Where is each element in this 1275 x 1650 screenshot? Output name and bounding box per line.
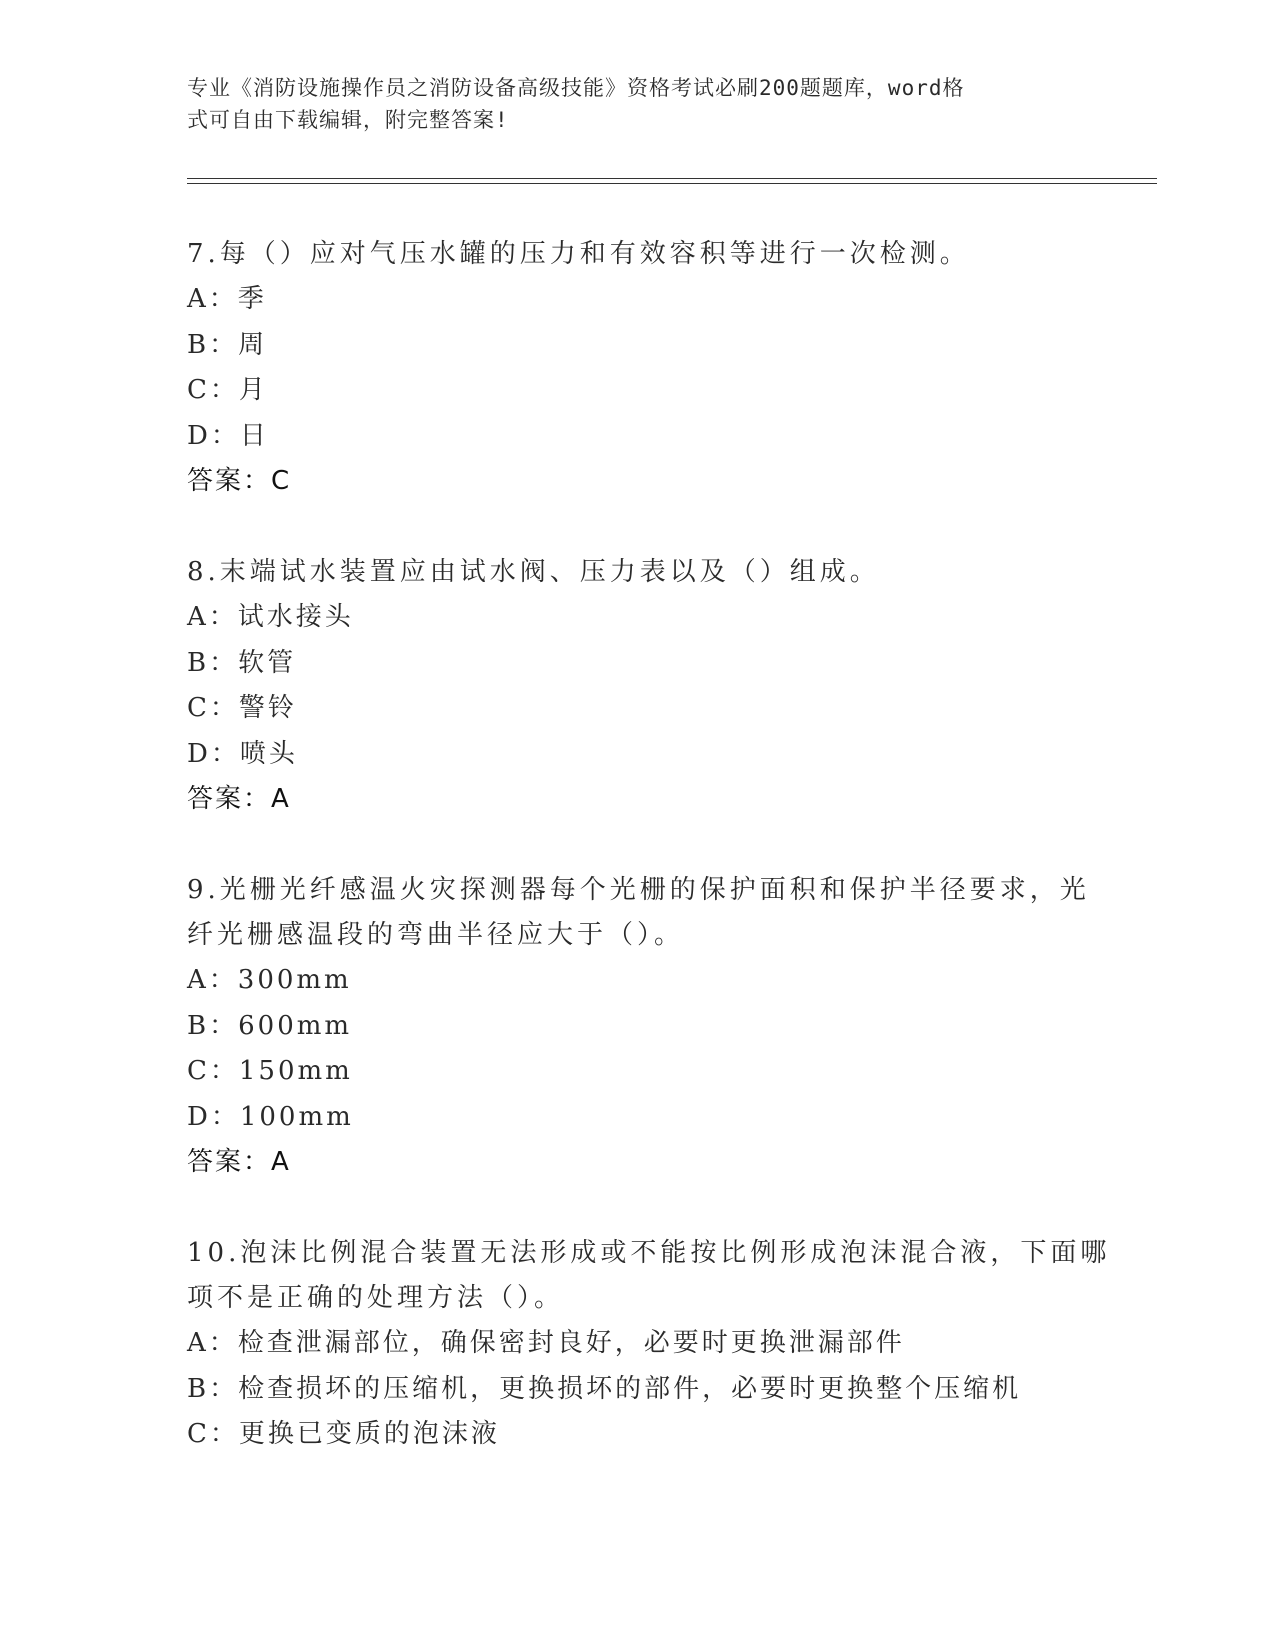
option-c: C：150mm: [187, 1056, 353, 1086]
option-a: A：300mm: [187, 965, 352, 995]
option-b: B：周: [187, 329, 268, 360]
answer-line: 答案：A: [187, 784, 291, 814]
option-a: A：检查泄漏部位，确保密封良好，必要时更换泄漏部件: [187, 1328, 905, 1358]
question-item: [187, 868, 1090, 1185]
question-text-line-2: 纤光栅感温段的弯曲半径应大于（）。: [187, 920, 685, 950]
option-d: D：日: [187, 420, 269, 451]
option-d: D：100mm: [187, 1101, 354, 1132]
option-b: B：600mm: [187, 1010, 353, 1041]
option-c: C：月: [187, 375, 268, 405]
option-d: D：喷头: [187, 738, 298, 769]
answer-line: 答案：A: [187, 1147, 291, 1177]
option-b: B：软管: [187, 647, 297, 678]
option-c: C：更换已变质的泡沫液: [187, 1419, 500, 1449]
question-text-line-2: 项不是正确的处理方法（）。: [187, 1283, 565, 1313]
question-item: [187, 550, 1087, 822]
question-text-line-1: 10.泡沫比例混合装置无法形成或不能按比例形成泡沫混合液，下面哪: [187, 1238, 1111, 1268]
question-item: [187, 1231, 1111, 1458]
question-list: [187, 232, 1111, 1504]
option-a: A：试水接头: [187, 602, 354, 632]
question-text-line-1: 9.光栅光纤感温火灾探测器每个光栅的保护面积和保护半径要求，光: [187, 875, 1090, 905]
question-text: 7.每（）应对气压水罐的压力和有效容积等进行一次检测。: [187, 239, 970, 269]
option-c: C：警铃: [187, 693, 297, 723]
header-line-2: 式可自由下载编辑，附完整答案!: [187, 108, 509, 132]
answer-line: 答案：C: [187, 466, 292, 496]
document-header: [187, 72, 1077, 136]
question-item: [187, 232, 1087, 504]
header-divider-bottom: [187, 183, 1157, 184]
question-text: 8.末端试水装置应由试水阀、压力表以及（）组成。: [187, 557, 880, 587]
option-b: B：检查损坏的压缩机，更换损坏的部件，必要时更换整个压缩机: [187, 1373, 1022, 1404]
option-a: A：季: [187, 284, 267, 314]
header-line-1: 专业《消防设施操作员之消防设备高级技能》资格考试必刷200题题库，word格: [187, 76, 965, 100]
header-divider-top: [187, 178, 1157, 179]
